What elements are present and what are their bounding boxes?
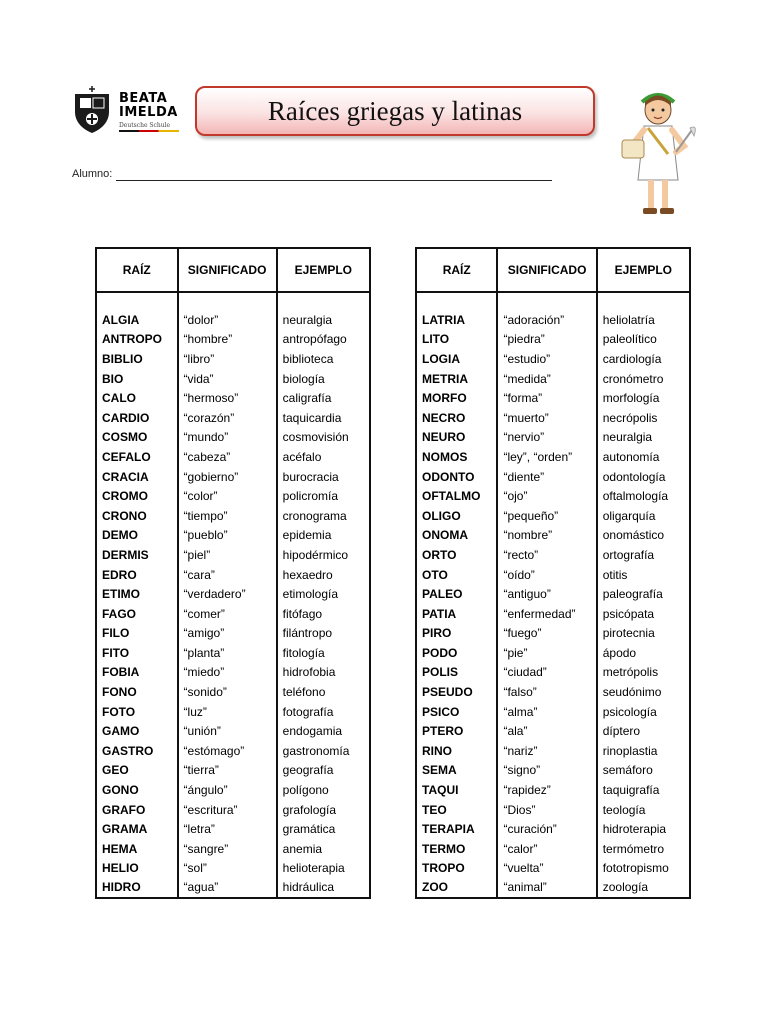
example-cell: otitis [597,565,690,585]
table-row [96,761,370,781]
table-row [96,839,370,859]
root-cell: FITO [96,643,178,663]
example-cell: fitología [277,643,370,663]
student-label: Alumno: [72,168,113,180]
example-cell: psicología [597,702,690,722]
example-cell: etimología [277,584,370,604]
example-cell: hidroterapia [597,819,690,839]
table-row [416,702,690,722]
meaning-cell: “medida” [497,369,596,389]
root-cell: GAMO [96,721,178,741]
meaning-cell: “nombre” [497,526,596,546]
example-cell: seudónimo [597,682,690,702]
table-row [96,526,370,546]
table-row [416,663,690,683]
example-cell: fotografía [277,702,370,722]
spacer-cell [96,292,178,310]
example-cell: odontología [597,467,690,487]
root-cell: ONOMA [416,526,497,546]
example-cell: anemia [277,839,370,859]
meaning-cell: “gobierno” [178,467,277,487]
root-cell: METRIA [416,369,497,389]
table-row [96,369,370,389]
meaning-cell: “piel” [178,545,277,565]
table-row [416,604,690,624]
table-row [96,584,370,604]
title-banner [195,86,595,136]
table-row [416,565,690,585]
root-cell: TAQUI [416,780,497,800]
example-cell: heliolatría [597,310,690,330]
table-row [96,643,370,663]
table-row [96,800,370,820]
meaning-cell: “ala” [497,721,596,741]
table-row [96,702,370,722]
root-cell: PATIA [416,604,497,624]
meaning-cell: “signo” [497,761,596,781]
root-cell: NECRO [416,408,497,428]
meaning-cell: “unión” [178,721,277,741]
table-row [96,467,370,487]
meaning-cell: “ojo” [497,486,596,506]
table-row [416,839,690,859]
example-cell: zoología [597,878,690,898]
meaning-cell: “hermoso” [178,388,277,408]
root-cell: CEFALO [96,447,178,467]
table-row [416,624,690,644]
meaning-cell: “ciudad” [497,663,596,683]
table-row [416,467,690,487]
meaning-cell: “letra” [178,819,277,839]
meaning-cell: “color” [178,486,277,506]
shield-icon [72,86,112,134]
meaning-cell: “sonido” [178,682,277,702]
example-cell: hidrofobia [277,663,370,683]
meaning-cell: “dolor” [178,310,277,330]
example-cell: helioterapia [277,859,370,879]
table-row [416,428,690,448]
example-cell: fototropismo [597,859,690,879]
roots-table-right-body [416,292,690,898]
root-cell: DEMO [96,526,178,546]
root-cell: ORTO [416,545,497,565]
meaning-cell: “pueblo” [178,526,277,546]
meaning-cell: “tiempo” [178,506,277,526]
table-row [416,506,690,526]
table-row [416,545,690,565]
spacer-cell [178,292,277,310]
root-cell: LOGIA [416,349,497,369]
root-cell: TEO [416,800,497,820]
root-cell: HEMA [96,839,178,859]
table-row [416,447,690,467]
example-cell: psicópata [597,604,690,624]
meaning-cell: “planta” [178,643,277,663]
root-cell: DERMIS [96,545,178,565]
meaning-cell: “ángulo” [178,780,277,800]
meaning-cell: “hombre” [178,330,277,350]
roots-table-right [415,247,691,899]
example-cell: díptero [597,721,690,741]
example-cell: onomástico [597,526,690,546]
spacer-cell [497,292,596,310]
example-cell: taquigrafía [597,780,690,800]
table-row [96,428,370,448]
root-cell: CARDIO [96,408,178,428]
meaning-cell: “diente” [497,467,596,487]
logo-wordmark: BEATA IMELDA [119,91,178,120]
table-row [416,682,690,702]
root-cell: ODONTO [416,467,497,487]
table-row [96,741,370,761]
root-cell: BIBLIO [96,349,178,369]
example-cell: neuralgia [277,310,370,330]
spacer-cell [416,292,497,310]
table-spacer-row [416,292,690,310]
example-cell: endogamia [277,721,370,741]
example-cell: autonomía [597,447,690,467]
root-cell: GONO [96,780,178,800]
meaning-cell: “nariz” [497,741,596,761]
table-row [416,408,690,428]
logo-subtitle: Deutsche Schule [119,122,171,129]
meaning-cell: “recto” [497,545,596,565]
root-cell: RINO [416,741,497,761]
example-cell: semáforo [597,761,690,781]
root-cell: HELIO [96,859,178,879]
example-cell: hidráulica [277,878,370,898]
meaning-cell: “enfermedad” [497,604,596,624]
student-name-line[interactable] [116,180,552,181]
root-cell: FOTO [96,702,178,722]
root-cell: COSMO [96,428,178,448]
meaning-cell: “vida” [178,369,277,389]
root-cell: LATRIA [416,310,497,330]
meaning-cell: “muerto” [497,408,596,428]
table-row [96,565,370,585]
example-cell: geografía [277,761,370,781]
root-cell: ALGIA [96,310,178,330]
greek-character-illustration [612,84,704,224]
example-cell: caligrafía [277,388,370,408]
spacer-cell [277,292,370,310]
example-cell: biblioteca [277,349,370,369]
table-row [416,721,690,741]
example-cell: teología [597,800,690,820]
table-row [416,349,690,369]
root-cell: CRACIA [96,467,178,487]
meaning-cell: “sol” [178,859,277,879]
table-row [96,545,370,565]
root-cell: ANTROPO [96,330,178,350]
example-cell: oligarquía [597,506,690,526]
meaning-cell: “antiguo” [497,584,596,604]
example-cell: antropófago [277,330,370,350]
table-row [416,878,690,898]
example-cell: rinoplastia [597,741,690,761]
meaning-cell: “tierra” [178,761,277,781]
root-cell: GRAFO [96,800,178,820]
table-row [96,859,370,879]
example-cell: necrópolis [597,408,690,428]
table-row [416,526,690,546]
meaning-cell: “piedra” [497,330,596,350]
meaning-cell: “pie” [497,643,596,663]
example-cell: paleolítico [597,330,690,350]
table-row [96,310,370,330]
root-cell: POLIS [416,663,497,683]
root-cell: FONO [96,682,178,702]
root-cell: GASTRO [96,741,178,761]
table-spacer-row [96,292,370,310]
meaning-cell: “adoración” [497,310,596,330]
meaning-cell: “cabeza” [178,447,277,467]
table-row [416,330,690,350]
example-cell: polígono [277,780,370,800]
table-row [96,721,370,741]
meaning-cell: “mundo” [178,428,277,448]
meaning-cell: “calor” [497,839,596,859]
example-cell: paleografía [597,584,690,604]
roots-table-left-body [96,292,370,898]
table-row [416,761,690,781]
school-logo [72,86,182,136]
example-cell: acéfalo [277,447,370,467]
root-cell: CROMO [96,486,178,506]
meaning-cell: “amigo” [178,624,277,644]
meaning-cell: “pequeño” [497,506,596,526]
header-significado: SIGNIFICADO [178,248,277,292]
example-cell: gastronomía [277,741,370,761]
root-cell: PSEUDO [416,682,497,702]
roots-table-left [95,247,371,899]
meaning-cell: “agua” [178,878,277,898]
example-cell: morfología [597,388,690,408]
table-row [416,741,690,761]
meaning-cell: “cara” [178,565,277,585]
table-row [416,310,690,330]
meaning-cell: “corazón” [178,408,277,428]
table-row [416,800,690,820]
root-cell: ZOO [416,878,497,898]
meaning-cell: “falso” [497,682,596,702]
root-cell: NOMOS [416,447,497,467]
root-cell: BIO [96,369,178,389]
meaning-cell: “forma” [497,388,596,408]
root-cell: PIRO [416,624,497,644]
example-cell: hexaedro [277,565,370,585]
header-significado: SIGNIFICADO [497,248,596,292]
meaning-cell: “sangre” [178,839,277,859]
example-cell: teléfono [277,682,370,702]
meaning-cell: “curación” [497,819,596,839]
table-row [96,330,370,350]
example-cell: fitófago [277,604,370,624]
example-cell: cardiología [597,349,690,369]
example-cell: pirotecnia [597,624,690,644]
meaning-cell: “ley”, “orden” [497,447,596,467]
meaning-cell: “vuelta” [497,859,596,879]
example-cell: oftalmología [597,486,690,506]
meaning-cell: “estudio” [497,349,596,369]
table-row [96,878,370,898]
meaning-cell: “libro” [178,349,277,369]
root-cell: OTO [416,565,497,585]
meaning-cell: “animal” [497,878,596,898]
example-cell: biología [277,369,370,389]
root-cell: TROPO [416,859,497,879]
example-cell: filántropo [277,624,370,644]
table-header-row [96,248,370,292]
meaning-cell: “fuego” [497,624,596,644]
example-cell: grafología [277,800,370,820]
table-row [416,584,690,604]
example-cell: neuralgia [597,428,690,448]
root-cell: TERMO [416,839,497,859]
example-cell: cronograma [277,506,370,526]
root-cell: ETIMO [96,584,178,604]
meaning-cell: “escritura” [178,800,277,820]
root-cell: TERAPIA [416,819,497,839]
root-cell: OLIGO [416,506,497,526]
table-row [96,388,370,408]
table-row [416,388,690,408]
table-row [96,408,370,428]
example-cell: policromía [277,486,370,506]
page-title: Raíces griegas y latinas [267,95,523,126]
example-cell: gramática [277,819,370,839]
root-cell: PSICO [416,702,497,722]
root-cell: CALO [96,388,178,408]
example-cell: hipodérmico [277,545,370,565]
root-cell: FAGO [96,604,178,624]
meaning-cell: “miedo” [178,663,277,683]
example-cell: taquicardia [277,408,370,428]
root-cell: PALEO [416,584,497,604]
meaning-cell: “Dios” [497,800,596,820]
root-cell: FILO [96,624,178,644]
example-cell: termómetro [597,839,690,859]
example-cell: cosmovisión [277,428,370,448]
meaning-cell: “nervio” [497,428,596,448]
table-row [416,486,690,506]
root-cell: PTERO [416,721,497,741]
table-row [96,447,370,467]
table-row [96,506,370,526]
header-ejemplo: EJEMPLO [277,248,370,292]
table-row [416,780,690,800]
meaning-cell: “luz” [178,702,277,722]
root-cell: SEMA [416,761,497,781]
table-row [96,682,370,702]
spacer-cell [597,292,690,310]
root-cell: LITO [416,330,497,350]
table-row [96,663,370,683]
root-cell: EDRO [96,565,178,585]
meaning-cell: “comer” [178,604,277,624]
example-cell: metrópolis [597,663,690,683]
root-cell: OFTALMO [416,486,497,506]
meaning-cell: “rapidez” [497,780,596,800]
table-header-row [416,248,690,292]
root-cell: PODO [416,643,497,663]
example-cell: burocracia [277,467,370,487]
table-row [96,604,370,624]
table-row [96,486,370,506]
meaning-cell: “oído” [497,565,596,585]
table-row [96,624,370,644]
table-row [96,819,370,839]
example-cell: epidemia [277,526,370,546]
root-cell: FOBIA [96,663,178,683]
table-row [96,349,370,369]
example-cell: ortografía [597,545,690,565]
table-row [416,819,690,839]
header-raiz: RAÍZ [96,248,178,292]
header-ejemplo: EJEMPLO [597,248,690,292]
flag-stripe [119,130,179,132]
meaning-cell: “verdadero” [178,584,277,604]
root-cell: GEO [96,761,178,781]
meaning-cell: “alma” [497,702,596,722]
table-row [416,859,690,879]
example-cell: ápodo [597,643,690,663]
table-row [416,369,690,389]
root-cell: MORFO [416,388,497,408]
root-cell: NEURO [416,428,497,448]
root-cell: HIDRO [96,878,178,898]
header-raiz: RAÍZ [416,248,497,292]
root-cell: GRAMA [96,819,178,839]
table-row [96,780,370,800]
meaning-cell: “estómago” [178,741,277,761]
example-cell: cronómetro [597,369,690,389]
table-row [416,643,690,663]
root-cell: CRONO [96,506,178,526]
